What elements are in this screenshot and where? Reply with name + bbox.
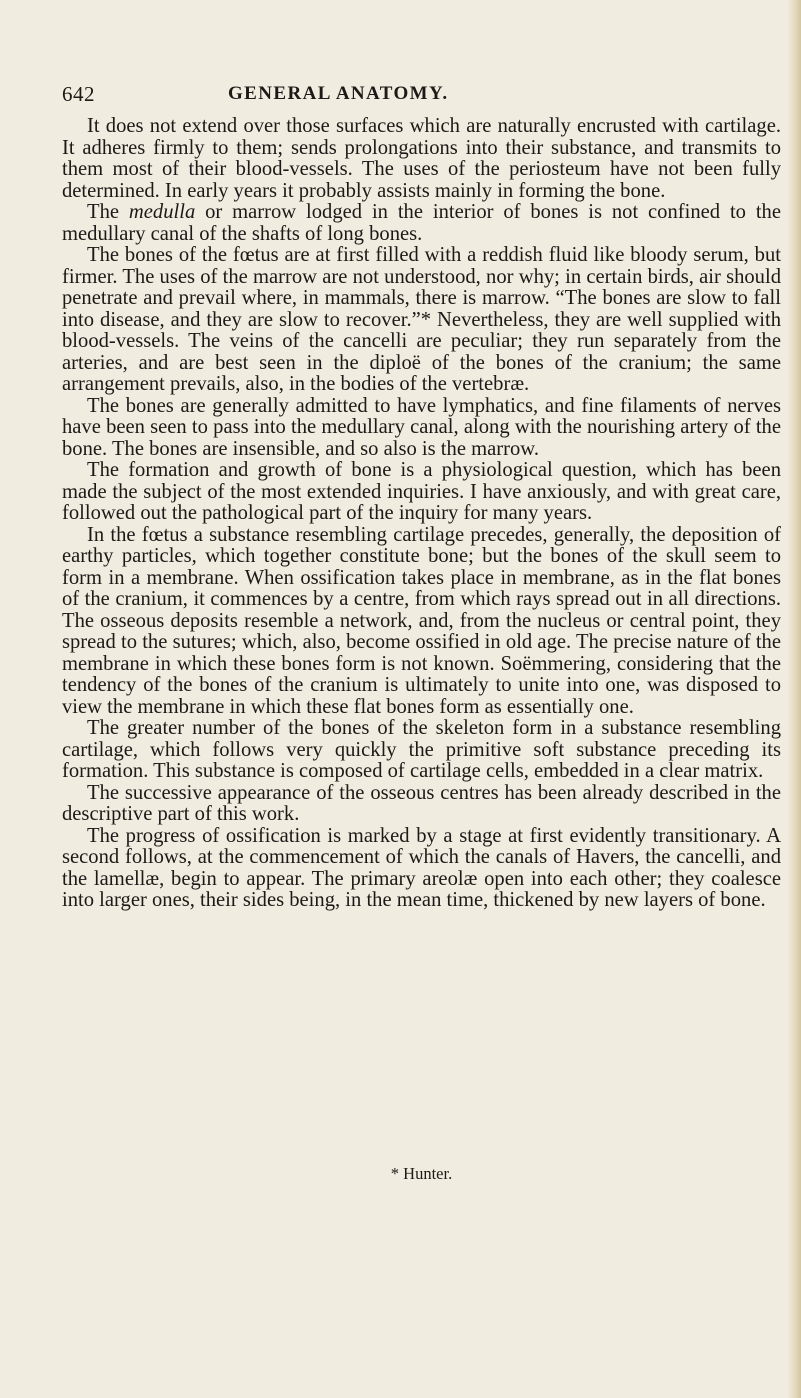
page-header	[62, 80, 782, 108]
paragraph-cartilage-substance: The greater number of the bones of the skeleton form in a substance resembling cartilage, which follows very quickly the primitive soft substance preceding its formation. This substance is composed of cartilage cells, embedded in a clear matrix.	[62, 717, 781, 782]
paragraph-membrane-ossification: In the fœtus a substance resembling cartilage precedes, generally, the deposition of earthy particles, which together constitute bone; but the bones of the skull seem to form in a membrane. When ossification takes place in membrane, as in the flat bones of the cranium, it commences by a centre, from which rays spread out in all directions. The osseous deposits resemble a network, and, from the nucleus or central point, they spread to the sutures; which, also, become ossified in old age. The precise nature of the membrane in which these bones form is not known. Soëmmering, considering that the tendency of the bones of the cranium is ultimately to unite into one, was disposed to view the membrane in which these flat bones form as essentially one.	[62, 523, 781, 718]
paragraph-osseous-centres: The successive appearance of the osseous centres has been already described in the descriptive part of this work.	[62, 781, 781, 825]
paragraph-medulla-lead: The	[87, 201, 129, 223]
paragraph-periosteum: It does not extend over those surfaces which are naturally encrusted with cartilage. It adheres firmly to them; sends prolongations into their substance, and transmits to them most of their blood-vessels. The uses of the periosteum have not been fully determined. In early years it probably assists mainly in forming the bone.	[62, 115, 781, 202]
footnote: * Hunter.	[390, 1164, 453, 1183]
body-text	[62, 116, 781, 912]
paragraph-lymphatics: The bones are generally admitted to have lymphatics, and fine filaments of nerves have been seen to pass into the medullary canal, along with the nourishing artery of the bone. The bones are insensible, and so also is the marrow.	[62, 394, 781, 460]
running-head: GENERAL ANATOMY.	[228, 83, 449, 104]
paragraph-medulla	[62, 202, 781, 245]
term-medulla: medulla	[128, 201, 196, 223]
page-number: 642	[62, 82, 95, 106]
paragraph-foetal-bones: The bones of the fœtus are at first filled with a reddish fluid like bloody serum, but firmer. The uses of the marrow are not understood, nor why; in certain birds, air should penetrate and prevail where, in mammals, there is marrow. “The bones are slow to fall into disease, and they are slow to recover.”* Nevertheless, they are well supplied with blood-vessels. The veins of the cancelli are peculiar; they run separately from the arteries, and are best seen in the diploë of the bones of the cranium; the same arrangement prevails, also, in the bodies of the vertebræ.	[62, 244, 781, 395]
paragraph-medulla-text: or marrow lodged in the interior of bones is not confined to the medullary canal of the shafts of long bones.	[62, 201, 781, 245]
page-edge-shadow	[787, 0, 801, 1398]
paragraph-progress: The progress of ossification is marked by a stage at first evidently transitionary. A second follows, at the commencement of which the canals of Havers, the cancelli, and the lamellæ, begin to appear. The primary areolæ open into each other; they coalesce into larger ones, their sides being, in the mean time, thickened by new layers of bone.	[62, 824, 781, 911]
paragraph-formation: The formation and growth of bone is a physiological question, which has been made the subject of the most extended inquiries. I have anxiously, and with great care, followed out the pathological part of the inquiry for many years.	[62, 459, 781, 524]
